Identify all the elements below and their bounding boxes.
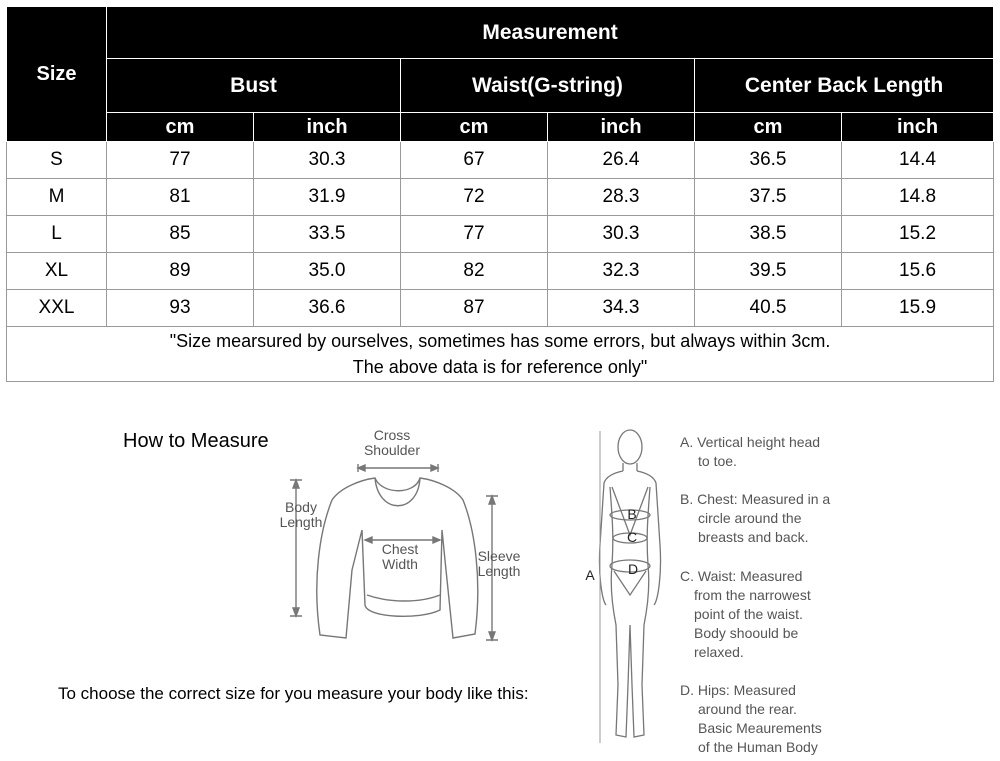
table-cell: 89 <box>107 253 254 290</box>
note-a: A. Vertical height head to toe. <box>680 434 821 469</box>
marker-c: C <box>626 529 638 545</box>
waist-header: Waist(G-string) <box>401 59 695 113</box>
sleeve-length-label: Sleeve Length <box>477 548 521 579</box>
size-column-header: Size <box>7 7 107 142</box>
table-cell: 30.3 <box>548 216 695 253</box>
unit-header: cm <box>107 113 254 142</box>
table-cell: 36.5 <box>695 142 842 179</box>
body-diagram <box>578 425 678 755</box>
marker-d: D <box>627 561 639 577</box>
table-cell: 30.3 <box>254 142 401 179</box>
table-cell: 34.3 <box>548 290 695 327</box>
table-row <box>7 179 994 216</box>
size-cell: S <box>7 142 107 179</box>
unit-header: cm <box>401 113 548 142</box>
size-cell: L <box>7 216 107 253</box>
table-cell: 72 <box>401 179 548 216</box>
table-cell: 31.9 <box>254 179 401 216</box>
table-cell: 37.5 <box>695 179 842 216</box>
table-cell: 26.4 <box>548 142 695 179</box>
note-row <box>7 327 994 382</box>
table-cell: 15.6 <box>842 253 994 290</box>
note-line: "Size mearsured by ourselves, sometimes has some errors, but always within 3cm. <box>169 331 831 351</box>
body-length-label: Body Length <box>279 499 323 530</box>
table-cell: 87 <box>401 290 548 327</box>
table-cell: 82 <box>401 253 548 290</box>
marker-a: A <box>585 567 595 583</box>
table-cell: 28.3 <box>548 179 695 216</box>
unit-header: inch <box>548 113 695 142</box>
size-cell: XL <box>7 253 107 290</box>
table-cell: 81 <box>107 179 254 216</box>
table-cell: 77 <box>107 142 254 179</box>
unit-header: inch <box>254 113 401 142</box>
table-cell: 77 <box>401 216 548 253</box>
size-cell: M <box>7 179 107 216</box>
reference-note <box>7 327 994 382</box>
measure-instruction: To choose the correct size for you measure your body like this: <box>58 684 529 703</box>
how-to-measure-title: How to Measure <box>123 430 269 452</box>
sweater-neckline <box>375 478 420 506</box>
table-cell: 15.9 <box>842 290 994 327</box>
table-cell: 40.5 <box>695 290 842 327</box>
note-c: C. Waist: Measured from the narrowest point of the waist. Body shoould be relaxed. <box>680 568 811 660</box>
table-cell: 93 <box>107 290 254 327</box>
note-d: D. Hips: Measured around the rear. Basic Meaurements of the Human Body <box>680 682 822 755</box>
table-cell: 36.6 <box>254 290 401 327</box>
table-row <box>7 253 994 290</box>
table-cell: 35.0 <box>254 253 401 290</box>
table-cell: 15.2 <box>842 216 994 253</box>
note-b: B. Chest: Measured in a circle around the breasts and back. <box>680 491 831 545</box>
table-row <box>7 290 994 327</box>
measurement-header: Measurement <box>107 7 994 59</box>
note-line: The above data is for reference only" <box>352 357 648 377</box>
table-cell: 38.5 <box>695 216 842 253</box>
table-row <box>7 216 994 253</box>
table-cell: 14.8 <box>842 179 994 216</box>
size-cell: XXL <box>7 290 107 327</box>
chest-width-label: Chest Width <box>381 541 419 572</box>
unit-header: cm <box>695 113 842 142</box>
unit-header: inch <box>842 113 994 142</box>
marker-b: B <box>627 506 637 522</box>
table-cell: 85 <box>107 216 254 253</box>
head-shape <box>618 430 642 464</box>
table-cell: 39.5 <box>695 253 842 290</box>
table-cell: 14.4 <box>842 142 994 179</box>
table-cell: 32.3 <box>548 253 695 290</box>
center-back-length-header: Center Back Length <box>695 59 994 113</box>
table-row <box>7 142 994 179</box>
size-chart-table <box>6 6 994 382</box>
bust-header: Bust <box>107 59 401 113</box>
cross-shoulder-label: Cross Shoulder <box>363 427 421 458</box>
table-cell: 33.5 <box>254 216 401 253</box>
table-cell: 67 <box>401 142 548 179</box>
